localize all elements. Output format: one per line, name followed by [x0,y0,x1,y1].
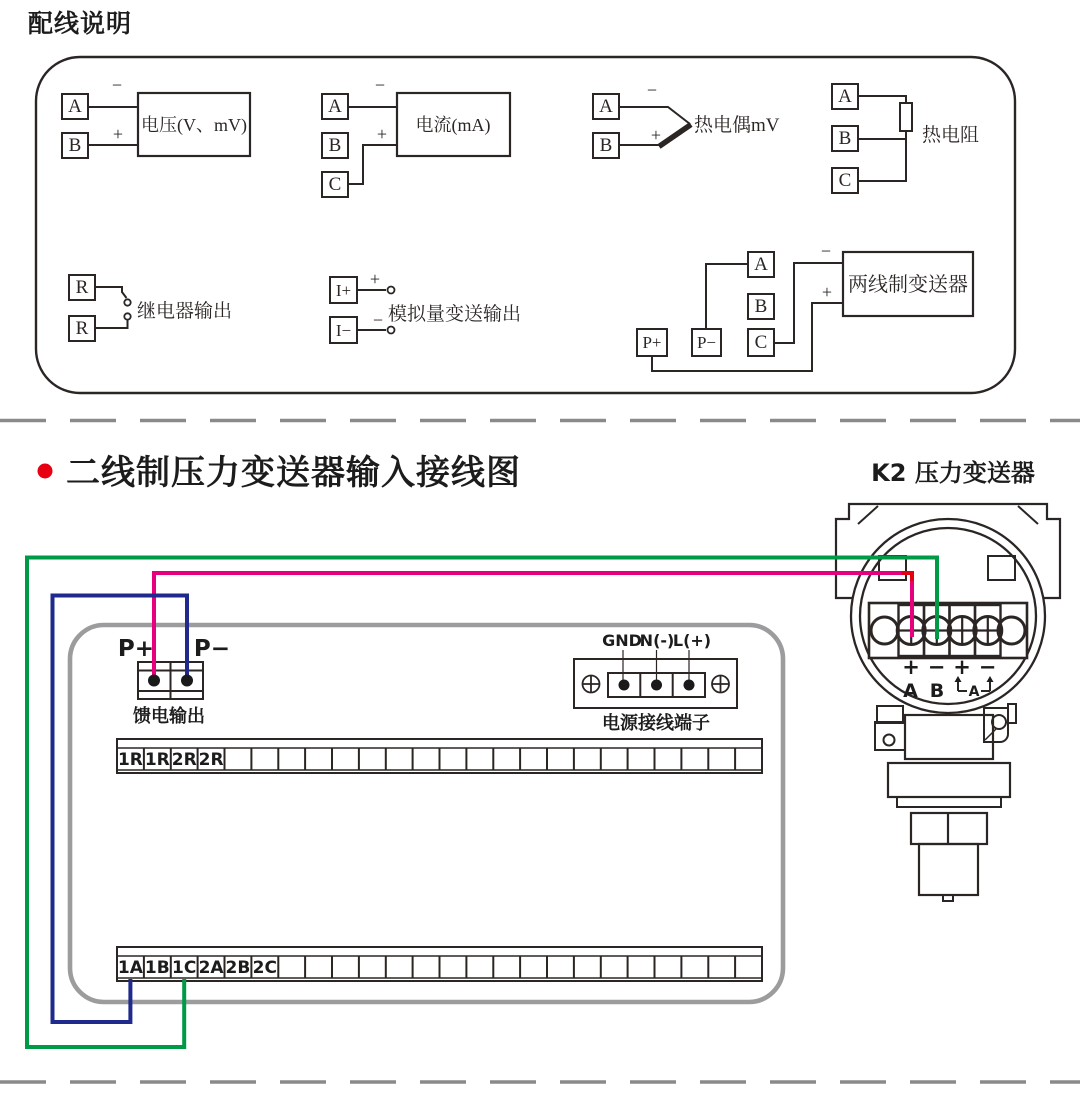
polarity-sign: + [902,655,920,679]
rtd-label: 热电阻 [922,125,980,146]
ear-tab [1008,704,1016,723]
plus-sign: + [369,269,381,289]
terminal-dot-l [684,680,695,691]
mount-ear-left-top [877,706,903,723]
terminal-a: A [68,96,82,117]
strip-cell-dividers [144,748,735,770]
neck [905,715,993,759]
terminal-iminus: I− [335,321,352,340]
plus-sign: + [376,124,388,144]
terminal-pminus: P− [696,333,717,352]
input-cell-label: 2B [225,958,251,978]
wire [858,96,906,181]
legend-analog-output [330,269,521,343]
terminal-iplus: I+ [335,281,352,300]
section-title: 二线制压力变送器输入接线图 [66,453,521,493]
relay-cell-label: 1R [117,750,143,770]
minus-sign: − [372,310,384,330]
plus-sign: + [650,125,662,145]
pin-leader-lines [623,650,689,680]
pplus-label: P+ [117,636,155,662]
terminal-b: B [328,135,342,156]
legend-current [322,75,510,197]
polarity-sign: − [927,655,946,679]
n-label: N(-) [639,631,675,650]
input-cell-label: 2C [252,958,277,978]
terminal-b: B [68,135,82,156]
terminal-b: B [754,296,768,317]
resistor-symbol [900,103,912,131]
thermocouple-label: 热电偶mV [694,115,780,136]
switch-contact-bottom [124,313,130,319]
terminal-dot-gnd [619,680,630,691]
terminal-a: A [328,96,342,117]
input-cell-label: 1B [144,958,170,978]
plus-sign: + [821,282,833,302]
input-terminal-strip [117,947,762,981]
flange [888,763,1010,797]
terminal-a: A [599,96,613,117]
terminal-a: A [838,86,852,107]
terminal-c: C [328,174,342,195]
relay-cell-label: 1R [144,750,170,770]
feed-output-label: 馈电输出 [133,706,205,727]
minus-sign: − [820,241,832,261]
legend-two-wire-transmitter [637,241,973,371]
pin-b-label: B [929,680,945,702]
legend-voltage [62,75,250,158]
output-terminal-minus [388,327,395,334]
pin-a-label: A [903,680,918,702]
switch-contact-top [124,299,130,305]
ear-hatch [985,728,997,740]
pminus-label: P− [193,636,231,662]
power-terminal-block [574,631,737,734]
wire [348,107,397,184]
wire [95,287,128,328]
terminal-c: C [838,170,852,191]
process-connector [919,844,978,895]
power-terminal-label: 电源接线端子 [602,713,710,734]
relay-cell-label: 2R [198,750,224,770]
minus-sign: − [111,75,123,95]
legend-relay [69,275,232,341]
feed-output-block [118,636,230,727]
pressure-transmitter-wiring-diagram [0,425,1080,1099]
terminal-pplus: P+ [642,333,662,352]
minus-sign: − [646,80,658,100]
recorder-panel [70,625,783,1002]
terminal-r2: R [75,318,89,339]
gnd-label: GND [602,631,642,650]
voltage-label: 电压(V、mV) [141,115,247,135]
legend-rtd [832,84,979,193]
terminal-c: C [754,332,768,353]
polarity-sign: + [953,655,971,679]
thermocouple-junction [659,125,691,147]
two-wire-label: 两线制变送器 [848,274,968,296]
feed-terminal-dividers [138,662,203,699]
l-label: L(+) [672,631,712,650]
terminal-b: B [599,135,613,156]
current-label: 电流(mA) [415,115,491,135]
relay-cell-label: 2R [171,750,197,770]
polarity-sign: − [978,655,997,679]
loop-a-label: A [968,684,980,700]
input-cell-label: 1A [117,958,143,978]
bullet-icon [38,464,53,479]
relay-label: 继电器输出 [137,301,233,322]
wiring-legend-diagram [0,40,1080,425]
section-header [38,453,1035,493]
k2-transmitter-label: K2 压力变送器 [871,459,1035,487]
ear-hole [884,735,895,746]
legend-thermocouple [593,80,780,158]
feed-terminal-dot-pplus [148,675,160,687]
analog-output-label: 模拟量变送输出 [388,304,522,325]
output-terminal-plus [388,287,395,294]
input-cell-label: 1C [172,958,197,978]
minus-sign: − [374,75,386,95]
feed-terminal-dot-pminus [181,675,193,687]
gasket-plate [897,797,1001,807]
page-title: 配线说明 [28,11,133,38]
connector-tip [943,895,953,901]
plus-sign: + [112,124,124,144]
input-cell-label: 2A [198,958,224,978]
terminal-b: B [838,128,852,149]
terminal-a: A [754,254,768,275]
relay-terminal-strip [117,739,762,773]
pressure-transmitter-drawing [836,504,1060,901]
terminal-r1: R [75,277,89,298]
terminal-dot-n [651,680,662,691]
